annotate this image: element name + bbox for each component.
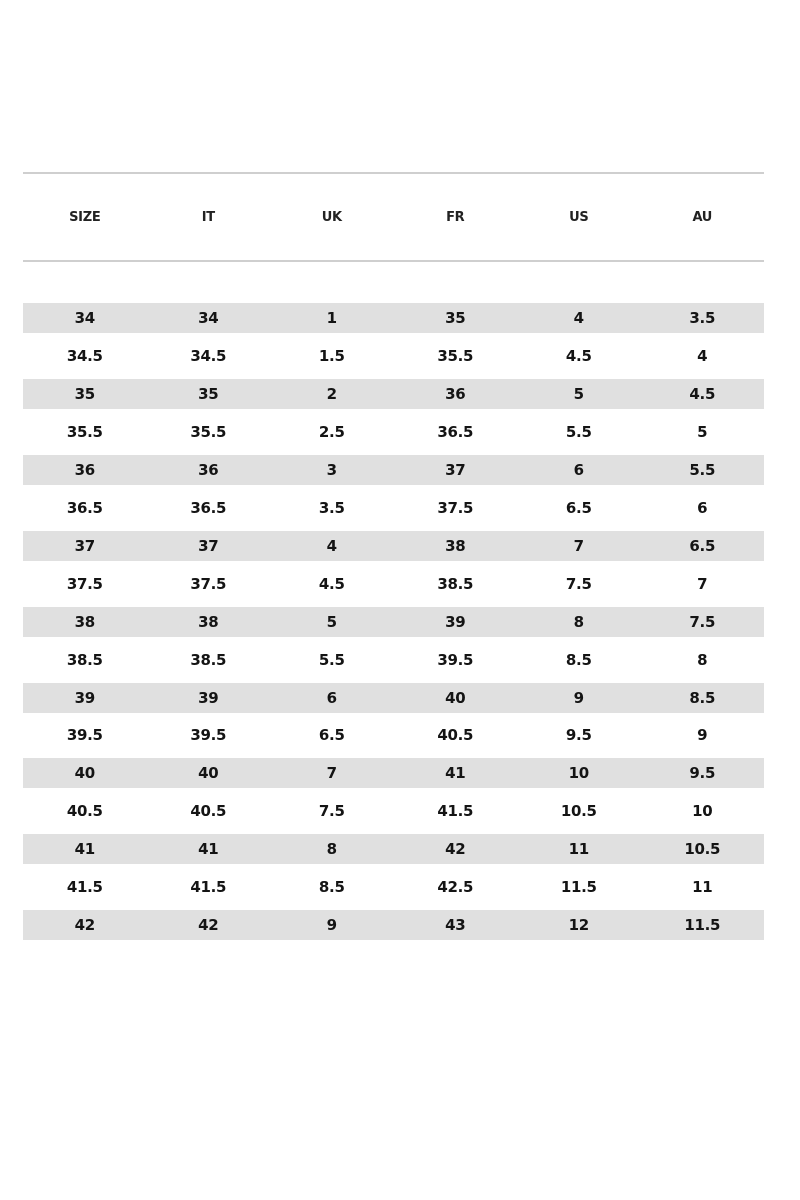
cell-fr: 41 — [445, 764, 466, 783]
cell-size: 41 — [74, 840, 95, 859]
cell-au: 5 — [697, 422, 708, 441]
cell-it: 36 — [198, 460, 219, 479]
cell-size: 36.5 — [66, 498, 103, 517]
column-header-au: AU — [692, 209, 713, 225]
cell-size: 34.5 — [66, 346, 103, 365]
cell-uk: 1 — [326, 309, 337, 327]
cell-au: 10 — [692, 802, 713, 821]
cell-uk: 5 — [326, 612, 337, 631]
table-row — [23, 489, 764, 527]
cell-uk: 8 — [326, 840, 337, 859]
cell-fr: 42.5 — [437, 878, 474, 897]
cell-size: 39.5 — [66, 726, 103, 745]
cell-au: 4 — [697, 346, 708, 365]
cell-size: 39 — [74, 688, 95, 707]
cell-fr: 38.5 — [437, 574, 474, 593]
cell-size: 42 — [74, 916, 95, 935]
cell-fr: 43 — [445, 916, 466, 935]
cell-us: 6 — [573, 460, 584, 479]
table-row — [23, 910, 764, 940]
cell-us: 4.5 — [565, 346, 592, 365]
table-row — [23, 455, 764, 485]
cell-fr: 40.5 — [437, 726, 474, 745]
cell-size: 35 — [74, 384, 95, 403]
cell-size: 37 — [74, 536, 95, 555]
table-row — [23, 379, 764, 409]
cell-uk: 8.5 — [318, 878, 345, 897]
column-header-uk: UK — [321, 209, 342, 225]
cell-size: 38 — [74, 612, 95, 631]
cell-us: 11 — [568, 840, 589, 859]
cell-us: 8.5 — [565, 650, 592, 669]
cell-it: 34.5 — [190, 346, 227, 365]
table-row — [23, 834, 764, 864]
cell-it: 41 — [198, 840, 219, 859]
cell-size: 37.5 — [66, 574, 103, 593]
cell-uk: 5.5 — [318, 650, 345, 669]
size-chart-table — [23, 172, 764, 944]
cell-it: 36.5 — [190, 498, 227, 517]
cell-us: 8 — [573, 612, 584, 631]
cell-size: 40.5 — [66, 802, 103, 821]
cell-uk: 1.5 — [318, 346, 345, 365]
cell-us: 5.5 — [565, 422, 592, 441]
cell-uk: 3.5 — [318, 498, 345, 517]
cell-it: 35 — [198, 384, 219, 403]
cell-au: 8 — [697, 650, 708, 669]
table-row — [23, 641, 764, 679]
cell-fr: 37 — [445, 460, 466, 479]
cell-us: 7.5 — [565, 574, 592, 593]
cell-us: 5 — [573, 384, 584, 403]
cell-au: 10.5 — [684, 840, 721, 859]
cell-us: 4 — [573, 309, 584, 327]
table-row — [23, 758, 764, 788]
cell-size: 36 — [74, 460, 95, 479]
cell-fr: 36.5 — [437, 422, 474, 441]
cell-fr: 41.5 — [437, 802, 474, 821]
cell-au: 6 — [697, 498, 708, 517]
table-row — [23, 413, 764, 451]
cell-us: 9 — [573, 688, 584, 707]
cell-fr: 36 — [445, 384, 466, 403]
column-header-us: US — [569, 209, 589, 225]
cell-it: 35.5 — [190, 422, 227, 441]
cell-fr: 38 — [445, 536, 466, 555]
cell-uk: 9 — [326, 916, 337, 935]
cell-uk: 3 — [326, 460, 337, 479]
table-row — [23, 683, 764, 713]
cell-size: 40 — [74, 764, 95, 783]
cell-it: 39.5 — [190, 726, 227, 745]
cell-fr: 40 — [445, 688, 466, 707]
cell-us: 7 — [573, 536, 584, 555]
cell-au: 9.5 — [689, 764, 716, 783]
cell-au: 4.5 — [689, 384, 716, 403]
table-row — [23, 607, 764, 637]
cell-size: 35.5 — [66, 422, 103, 441]
cell-uk: 2.5 — [318, 422, 345, 441]
cell-it: 41.5 — [190, 878, 227, 897]
cell-au: 11.5 — [684, 916, 721, 935]
table-row — [23, 531, 764, 561]
cell-it: 34 — [198, 309, 219, 327]
cell-uk: 7 — [326, 764, 337, 783]
column-header-fr: FR — [446, 209, 465, 225]
cell-fr: 35.5 — [437, 346, 474, 365]
cell-uk: 6.5 — [318, 726, 345, 745]
header-row — [23, 174, 764, 260]
cell-au: 7 — [697, 574, 708, 593]
table-body — [23, 299, 764, 944]
cell-au: 5.5 — [689, 460, 716, 479]
cell-us: 6.5 — [565, 498, 592, 517]
cell-uk: 7.5 — [318, 802, 345, 821]
cell-uk: 4 — [326, 536, 337, 555]
cell-it: 37 — [198, 536, 219, 555]
cell-fr: 39 — [445, 612, 466, 631]
column-header-it: IT — [201, 209, 215, 225]
cell-us: 11.5 — [560, 878, 597, 897]
cell-uk: 4.5 — [318, 574, 345, 593]
cell-uk: 2 — [326, 384, 337, 403]
cell-it: 38.5 — [190, 650, 227, 669]
header-spacer — [23, 262, 764, 299]
cell-size: 41.5 — [66, 878, 103, 897]
cell-au: 3.5 — [689, 309, 716, 327]
table-row — [23, 337, 764, 375]
cell-it: 40 — [198, 764, 219, 783]
cell-us: 12 — [568, 916, 589, 935]
cell-uk: 6 — [326, 688, 337, 707]
table-row — [23, 303, 764, 333]
cell-it: 39 — [198, 688, 219, 707]
cell-fr: 39.5 — [437, 650, 474, 669]
cell-us: 10 — [568, 764, 589, 783]
cell-it: 37.5 — [190, 574, 227, 593]
cell-fr: 42 — [445, 840, 466, 859]
column-header-size: SIZE — [69, 209, 101, 225]
cell-au: 7.5 — [689, 612, 716, 631]
cell-au: 6.5 — [689, 536, 716, 555]
table-row — [23, 716, 764, 754]
cell-it: 40.5 — [190, 802, 227, 821]
cell-fr: 35 — [445, 309, 466, 327]
table-row — [23, 565, 764, 603]
cell-au: 8.5 — [689, 688, 716, 707]
cell-us: 10.5 — [560, 802, 597, 821]
table-row — [23, 792, 764, 830]
cell-it: 38 — [198, 612, 219, 631]
cell-it: 42 — [198, 916, 219, 935]
cell-au: 9 — [697, 726, 708, 745]
cell-fr: 37.5 — [437, 498, 474, 517]
table-row — [23, 868, 764, 906]
cell-size: 34 — [74, 309, 95, 327]
cell-au: 11 — [692, 878, 713, 897]
cell-size: 38.5 — [66, 650, 103, 669]
cell-us: 9.5 — [565, 726, 592, 745]
